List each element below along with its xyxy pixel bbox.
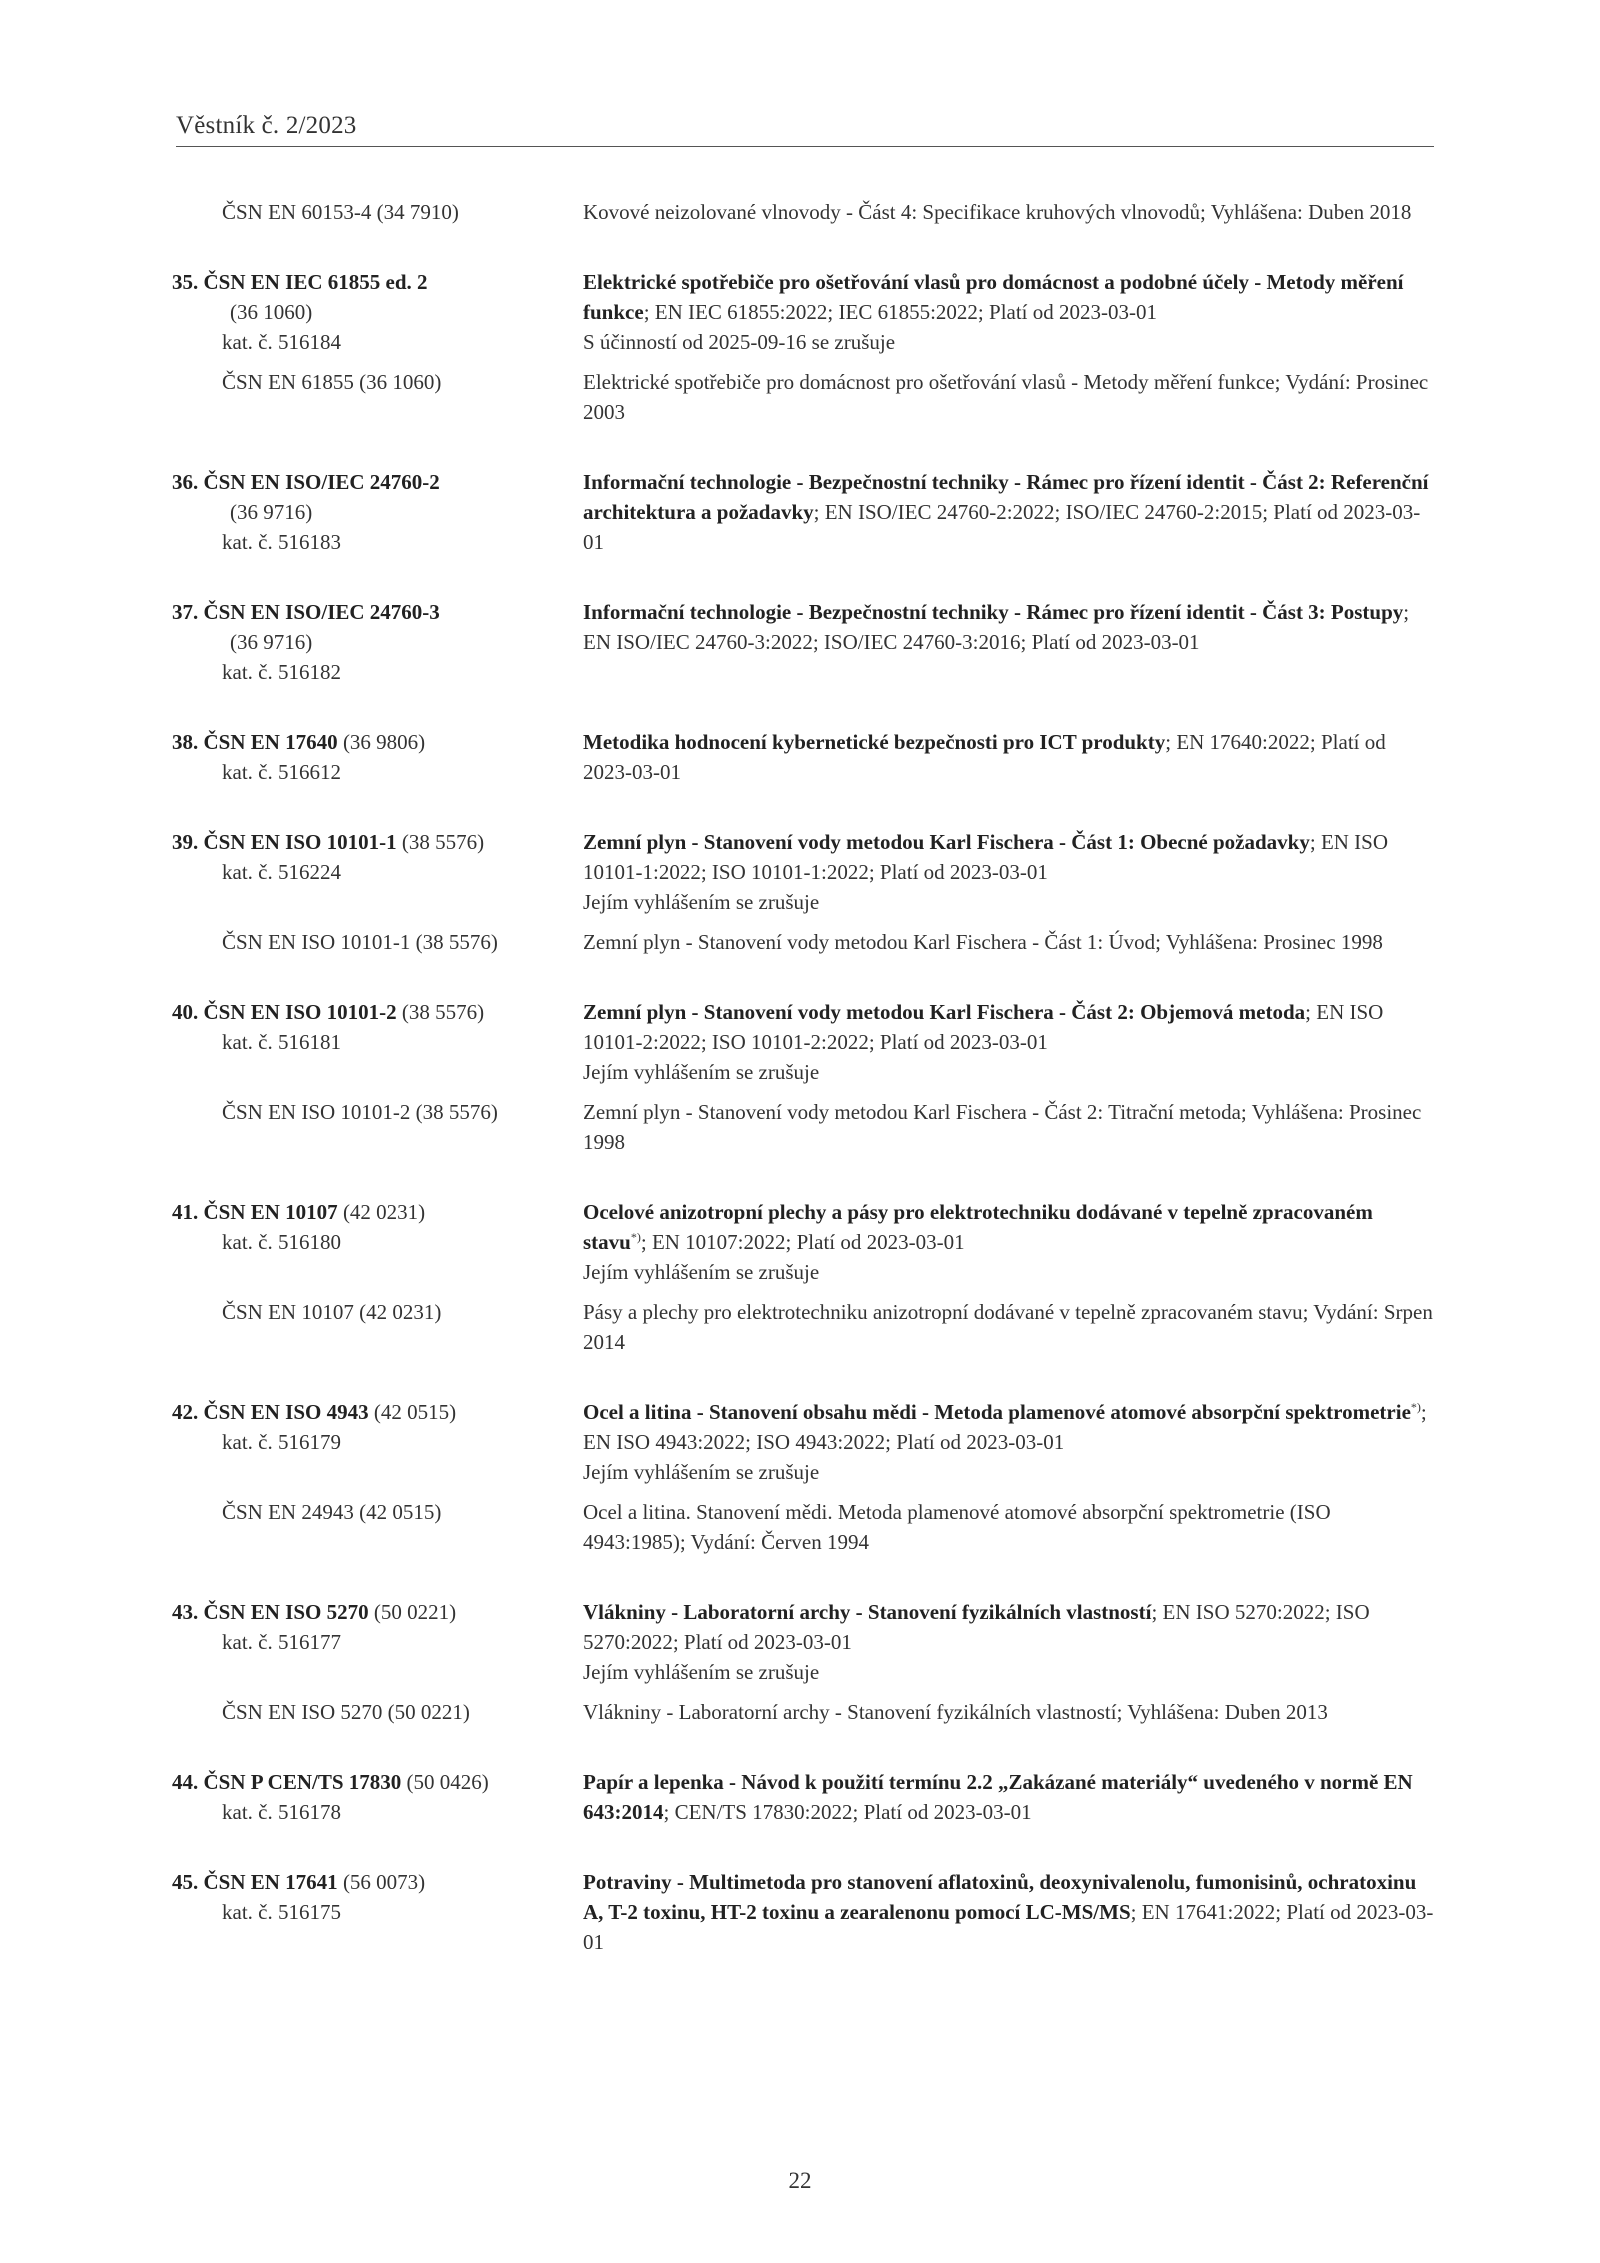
standard-main-row: [172, 267, 1434, 357]
standard-entry: [172, 267, 1434, 427]
entry-number: 41.: [172, 1200, 199, 1224]
standard-class: (42 0515): [368, 1400, 457, 1424]
replaced-standard-code: ČSN EN 60153-4 (34 7910): [222, 200, 459, 224]
catalog-number: kat. č. 516183: [222, 530, 341, 554]
replaced-standard-row: [176, 1097, 1434, 1157]
standard-main-row: [172, 1867, 1434, 1957]
replaced-standard-code: ČSN EN 61855 (36 1060): [222, 370, 442, 394]
standard-title: Elektrické spotřebiče pro ošetřování vlasů pro domácnost a podobné účely - Metody měření funkce: [583, 270, 1404, 324]
standard-details: ; EN ISO 5270:2022; ISO 5270:2022; Platí od 2023-03-01: [583, 1600, 1370, 1654]
entry-number: 37.: [172, 600, 199, 624]
replaced-standard-row: [176, 1297, 1434, 1357]
standard-code: ČSN P CEN/TS 17830: [203, 1770, 402, 1794]
catalog-number: kat. č. 516179: [222, 1430, 341, 1454]
standard-title-block: [583, 1770, 1413, 1824]
withdrawal-note: Jejím vyhlášením se zrušuje: [583, 1460, 820, 1484]
replaced-standard-row: [176, 1497, 1434, 1557]
page-header-title: Věstník č. 2/2023: [176, 112, 357, 139]
standard-class: (56 0073): [337, 1870, 426, 1894]
replaced-standard-code: ČSN EN ISO 10101-1 (38 5576): [222, 930, 498, 954]
standard-main-row: [172, 997, 1434, 1087]
standard-class-number: (36 1060): [230, 300, 313, 324]
standard-code: ČSN EN IEC 61855 ed. 2: [203, 270, 428, 294]
standard-details: ; CEN/TS 17830:2022; Platí od 2023-03-01: [663, 1800, 1032, 1824]
standard-entry: [172, 467, 1434, 557]
catalog-number: kat. č. 516184: [222, 330, 341, 354]
catalog-number: kat. č. 516181: [222, 1030, 341, 1054]
standard-title: Ocel a litina - Stanovení obsahu mědi - Metoda plamenové atomové absorpční spektrometrie: [583, 1400, 1411, 1424]
replaced-standard-description: Vlákniny - Laboratorní archy - Stanovení fyzikálních vlastností; Vyhlášena: Duben 2013: [583, 1700, 1328, 1724]
standard-code: ČSN EN ISO 4943: [203, 1400, 369, 1424]
withdrawal-note: Jejím vyhlášením se zrušuje: [583, 1660, 820, 1684]
standard-title-block: [583, 1200, 1373, 1254]
standard-main-row: [172, 727, 1434, 787]
standard-class-number: (36 9716): [230, 500, 313, 524]
standard-title-block: [583, 1400, 1427, 1454]
entry-number: 35.: [172, 270, 199, 294]
standard-code: ČSN EN 17641: [203, 1870, 338, 1894]
standard-title-block: [583, 470, 1429, 554]
standard-entry: [172, 1397, 1434, 1557]
standard-title-block: [583, 1600, 1370, 1654]
standard-title-block: [583, 1000, 1383, 1054]
replaced-standard-row: [176, 927, 1434, 957]
catalog-number: kat. č. 516182: [222, 660, 341, 684]
replaced-standard-description: Pásy a plechy pro elektrotechniku anizotropní dodávané v tepelně zpracovaném stavu; Vydání: Srpen 2014: [583, 1300, 1433, 1354]
standard-class: (50 0426): [401, 1770, 489, 1794]
entry-number: 45.: [172, 1870, 199, 1894]
standard-details: ; EN 10107:2022; Platí od 2023-03-01: [640, 1230, 965, 1254]
standard-title: Papír a lepenka - Návod k použití termínu 2.2 „Zakázané materiály“ uvedeného v normě EN 643:2014: [583, 1770, 1413, 1824]
standard-entry: [172, 727, 1434, 787]
standard-main-row: [172, 1197, 1434, 1287]
entry-number: 38.: [172, 730, 199, 754]
standard-entry: [172, 1867, 1434, 1957]
standard-class: (38 5576): [396, 1000, 485, 1024]
standard-title: Zemní plyn - Stanovení vody metodou Karl Fischera - Část 2: Objemová metoda: [583, 1000, 1306, 1024]
entry-number: 42.: [172, 1400, 199, 1424]
catalog-number: kat. č. 516180: [222, 1230, 341, 1254]
standard-code: ČSN EN 17640: [203, 730, 338, 754]
entry-number: 44.: [172, 1770, 199, 1794]
withdrawal-note: Jejím vyhlášením se zrušuje: [583, 890, 820, 914]
standard-entry: [172, 1597, 1434, 1727]
standard-title: Ocelové anizotropní plechy a pásy pro elektrotechniku dodávané v tepelně zpracovaném stavu: [583, 1200, 1373, 1254]
catalog-number: kat. č. 516612: [222, 760, 341, 784]
replaced-standard-description: Kovové neizolované vlnovody - Část 4: Specifikace kruhových vlnovodů; Vyhlášena: Duben 2018: [583, 200, 1412, 224]
standard-main-row: [172, 1397, 1434, 1487]
withdrawal-note: Jejím vyhlášením se zrušuje: [583, 1060, 820, 1084]
standard-details: ; EN 17640:2022; Platí od 2023-03-01: [583, 730, 1386, 784]
standard-details: ; EN ISO 10101-2:2022; ISO 10101-2:2022; Platí od 2023-03-01: [583, 1000, 1384, 1054]
entry-number: 39.: [172, 830, 199, 854]
standard-code: ČSN EN ISO 10101-1: [203, 830, 397, 854]
withdrawal-note: Jejím vyhlášením se zrušuje: [583, 1260, 820, 1284]
replaced-standard-row: [176, 197, 1434, 227]
continuation-entry: [176, 197, 1434, 227]
standard-title-block: [583, 600, 1409, 654]
header-divider: [176, 146, 1434, 147]
replaced-standard-description: Ocel a litina. Stanovení mědi. Metoda plamenové atomové absorpční spektrometrie (ISO 4943:1985); Vydání: Červen 1994: [583, 1500, 1331, 1554]
standard-title: Vlákniny - Laboratorní archy - Stanovení fyzikálních vlastností: [583, 1600, 1152, 1624]
standard-class: (36 9806): [337, 730, 426, 754]
standard-details: ; EN ISO/IEC 24760-3:2022; ISO/IEC 24760-3:2016; Platí od 2023-03-01: [583, 600, 1410, 654]
standard-details: ; EN ISO/IEC 24760-2:2022; ISO/IEC 24760-2:2015; Platí od 2023-03-01: [583, 500, 1421, 554]
catalog-number: kat. č. 516175: [222, 1900, 341, 1924]
standard-title-block: [583, 270, 1404, 324]
catalog-number: kat. č. 516177: [222, 1630, 341, 1654]
standard-title-block: [583, 830, 1388, 884]
standard-code: ČSN EN 10107: [203, 1200, 338, 1224]
replaced-standard-code: ČSN EN ISO 5270 (50 0221): [222, 1700, 470, 1724]
standard-details: ; EN ISO 10101-1:2022; ISO 10101-1:2022; Platí od 2023-03-01: [583, 830, 1389, 884]
replaced-standard-description: Zemní plyn - Stanovení vody metodou Karl Fischera - Část 1: Úvod; Vyhlášena: Prosinec 1998: [583, 930, 1383, 954]
entry-number: 40.: [172, 1000, 199, 1024]
standard-code: ČSN EN ISO 10101-2: [203, 1000, 397, 1024]
standard-details: ; EN ISO 4943:2022; ISO 4943:2022; Platí od 2023-03-01: [583, 1400, 1427, 1454]
standard-main-row: [172, 467, 1434, 557]
standard-class-number: (36 9716): [230, 630, 313, 654]
standard-title-block: [583, 1870, 1433, 1954]
standard-main-row: [172, 827, 1434, 917]
catalog-number: kat. č. 516178: [222, 1800, 341, 1824]
standard-entry: [172, 827, 1434, 957]
replaced-standard-row: [176, 367, 1434, 427]
footnote-marker: *): [1410, 1400, 1421, 1414]
catalog-number: kat. č. 516224: [222, 860, 341, 884]
entry-number: 43.: [172, 1600, 199, 1624]
standard-title: Zemní plyn - Stanovení vody metodou Karl Fischera - Část 1: Obecné požadavky: [583, 830, 1310, 854]
standard-class: (50 0221): [368, 1600, 457, 1624]
standard-code: ČSN EN ISO 5270: [203, 1600, 369, 1624]
entries-container: [172, 267, 1434, 1957]
entry-number: 36.: [172, 470, 199, 494]
standard-title-block: [583, 730, 1386, 784]
standard-title: Metodika hodnocení kybernetické bezpečnosti pro ICT produkty: [583, 730, 1166, 754]
standard-entry: [172, 997, 1434, 1157]
standard-class: (42 0231): [337, 1200, 426, 1224]
standard-entry: [172, 1197, 1434, 1357]
replaced-standard-code: ČSN EN 24943 (42 0515): [222, 1500, 442, 1524]
standard-title: Potraviny - Multimetoda pro stanovení aflatoxinů, deoxynivalenolu, fumonisinů, ochratoxinu A, T-2 toxinu, HT-2 toxinu a zearalenonu pomocí LC-MS/MS: [583, 1870, 1417, 1924]
withdrawal-note: S účinností od 2025-09-16 se zrušuje: [583, 330, 896, 354]
standard-title: Informační technologie - Bezpečnostní techniky - Rámec pro řízení identit - Část 2: Referenční architektura a požadavky: [583, 470, 1429, 524]
replaced-standard-description: Elektrické spotřebiče pro domácnost pro ošetřování vlasů - Metody měření funkce; Vydání: Prosinec 2003: [583, 370, 1429, 424]
replaced-standard-row: [176, 1697, 1434, 1727]
replaced-standard-description: Zemní plyn - Stanovení vody metodou Karl Fischera - Část 2: Titrační metoda; Vyhlášena: Prosinec 1998: [583, 1100, 1422, 1154]
page-number: 22: [788, 2168, 812, 2193]
standard-title: Informační technologie - Bezpečnostní techniky - Rámec pro řízení identit - Část 3: Postupy: [583, 600, 1404, 624]
standard-code: ČSN EN ISO/IEC 24760-2: [203, 470, 440, 494]
standard-main-row: [172, 597, 1434, 687]
standard-details: ; EN 17641:2022; Platí od 2023-03-01: [583, 1900, 1434, 1954]
standard-details: ; EN IEC 61855:2022; IEC 61855:2022; Platí od 2023-03-01: [643, 300, 1157, 324]
standard-class: (38 5576): [396, 830, 485, 854]
standard-entry: [172, 597, 1434, 687]
standards-list: [172, 197, 1434, 1997]
replaced-standard-code: ČSN EN 10107 (42 0231): [222, 1300, 442, 1324]
standard-main-row: [172, 1767, 1434, 1827]
standard-entry: [172, 1767, 1434, 1827]
replaced-standard-code: ČSN EN ISO 10101-2 (38 5576): [222, 1100, 498, 1124]
standard-code: ČSN EN ISO/IEC 24760-3: [203, 600, 440, 624]
standard-main-row: [172, 1597, 1434, 1687]
footnote-marker: *): [630, 1230, 641, 1244]
